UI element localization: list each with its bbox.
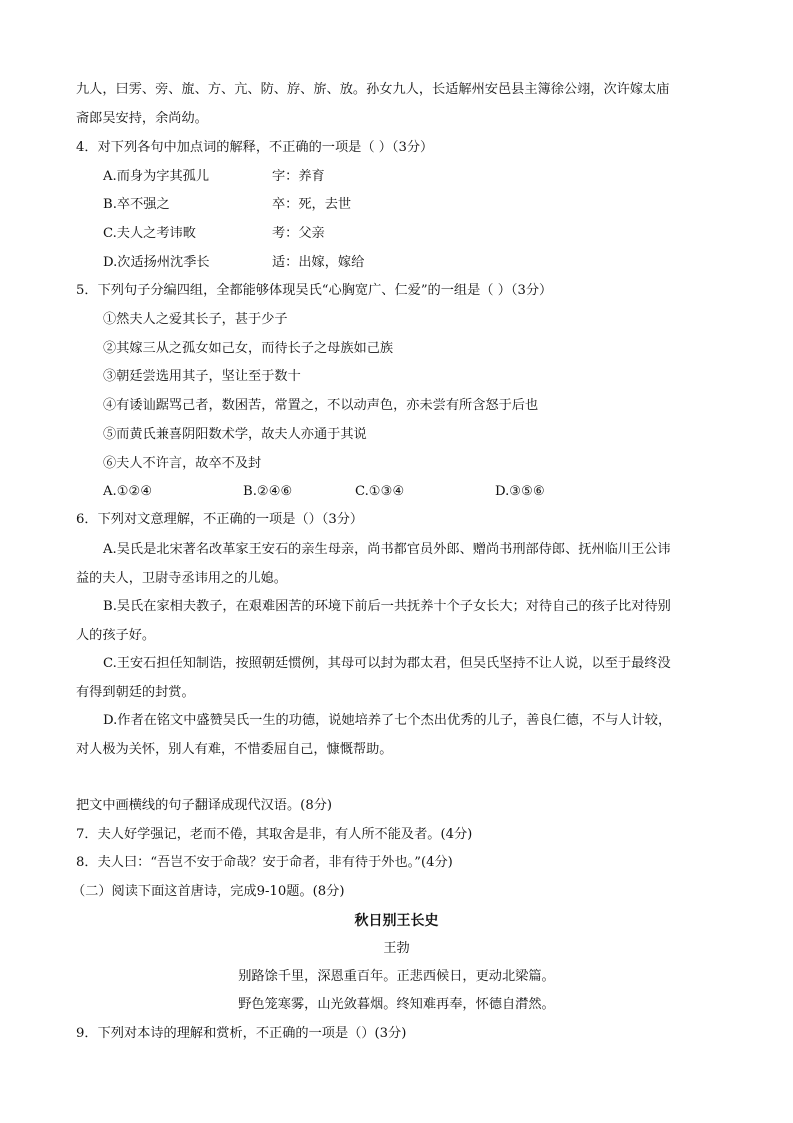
q5-option-c: C.①③④ bbox=[355, 484, 405, 499]
poem-line: 别路馀千里，深恩重百年。正悲西候日，更动北梁篇。 bbox=[238, 969, 555, 984]
q5-sentence: ⑥夫人不许言，故卒不及封 bbox=[103, 456, 262, 471]
q4-option-sentence: D.次适扬州沈季长 bbox=[103, 255, 210, 270]
q4-option-a bbox=[103, 168, 325, 186]
q4-option-b bbox=[103, 196, 352, 214]
question-6: 6．下列对文意理解，不正确的一项是（）（3分） bbox=[76, 512, 364, 527]
question-8: 8．夫人曰：“吾岂不安于命哉？安于命者，非有待于外也。”(4分) bbox=[76, 855, 453, 870]
q6-option-b-cont: 人的孩子好。 bbox=[76, 628, 156, 643]
q6-option-d: D.作者在铭文中盛赞吴氏一生的功德，说她培养了七个杰出优秀的儿子，善良仁德，不与人计较， bbox=[103, 713, 672, 728]
poem-author: 王勃 bbox=[383, 941, 410, 956]
q4-option-sentence: B.卒不强之 bbox=[103, 197, 170, 212]
q5-sentence: ⑤而黄氏兼喜阴阳数术学，故夫人亦通于其说 bbox=[103, 427, 367, 442]
q5-option-b: B.②④⑥ bbox=[243, 484, 293, 499]
q6-option-c-cont: 有得到朝廷的封赏。 bbox=[76, 685, 195, 700]
q4-option-sentence: A.而身为字其孤儿 bbox=[103, 169, 210, 184]
q5-sentence: ③朝廷尝选用其子，坚让至于数十 bbox=[103, 369, 301, 384]
q6-option-b: B.吴氏在家相夫教子，在艰难困苦的环境下前后一共抚养十个子女长大；对待自己的孩子比对待别 bbox=[103, 599, 671, 614]
q5-option-d: D.③⑤⑥ bbox=[495, 484, 545, 499]
q4-option-gloss: 字：养育 bbox=[272, 169, 325, 184]
q6-option-a: A.吴氏是北宋著名改革家王安石的亲生母亲，尚书都官员外郎、赠尚书刑部侍郎、抚州临川王公讳 bbox=[103, 542, 671, 557]
q4-option-gloss: 卒：死，去世 bbox=[272, 197, 352, 212]
q5-option-a: A.①②④ bbox=[103, 484, 153, 499]
poem-line: 野色笼寒雾，山光敛暮烟。终知难再奉，怀德自潸然。 bbox=[238, 997, 555, 1012]
question-5: 5．下列句子分编四组，全都能够体现吴氏“心胸宽广、仁爱”的一组是（ ）（3分） bbox=[76, 283, 553, 298]
q6-option-a-cont: 益的夫人，卫尉寺丞讳用之的儿媳。 bbox=[76, 571, 287, 586]
passage-line: 斋郎吴安持，余尚幼。 bbox=[76, 111, 208, 126]
poem-title: 秋日别王长史 bbox=[354, 913, 439, 929]
q6-option-d-cont: 对人极为关怀，别人有难，不惜委屈自己，慷慨帮助。 bbox=[76, 742, 393, 757]
section-2-heading: （二）阅读下面这首唐诗，完成9-10题。(8分) bbox=[72, 884, 345, 899]
passage-line: 九人，曰雱、旁、旊、方、亢、防、斿、旂、放。孙女九人，长适解州安邑县主簿徐公翊，次许嫁太庙 bbox=[76, 82, 670, 97]
q5-sentence: ①然夫人之爱其长子，甚于少子 bbox=[103, 312, 288, 327]
q5-sentence: ④有诿讪踞骂己者，数困苦，常置之，不以动声色，亦未尝有所含怒于后也 bbox=[103, 398, 539, 413]
question-7: 7．夫人好学强记，老而不倦，其取舍是非，有人所不能及者。(4分) bbox=[76, 827, 473, 842]
q4-option-gloss: 考：父亲 bbox=[272, 226, 325, 241]
q5-sentence: ②其嫁三从之孤女如己女，而待长子之母族如己族 bbox=[103, 341, 394, 356]
q4-option-gloss: 适：出嫁，嫁给 bbox=[272, 255, 365, 270]
q4-option-c bbox=[103, 225, 325, 243]
q6-option-c: C.王安石担任知制诰，按照朝廷惯例，其母可以封为郡太君，但吴氏坚持不让人说，以至于最终没 bbox=[103, 656, 671, 671]
question-9: 9．下列对本诗的理解和赏析，不正确的一项是（）(3分) bbox=[76, 1026, 407, 1041]
question-4: 4．对下列各句中加点词的解释，不正确的一项是（ ）（3分） bbox=[76, 140, 434, 155]
q4-option-d bbox=[103, 254, 365, 272]
q4-option-sentence: C.夫人之考讳畋 bbox=[103, 226, 196, 241]
q5-options bbox=[0, 483, 793, 501]
translation-instruction: 把文中画横线的句子翻译成现代汉语。(8分) bbox=[76, 798, 333, 813]
